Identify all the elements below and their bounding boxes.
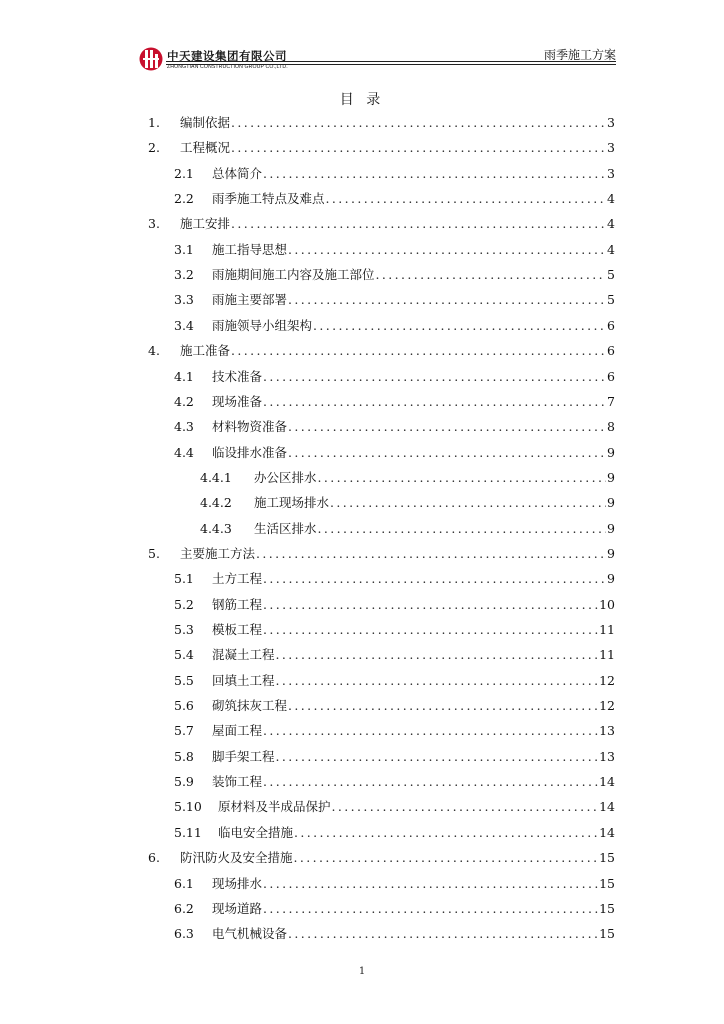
toc-entry-number: 5.4 — [174, 647, 194, 663]
toc-dot-leader — [288, 922, 598, 946]
toc-entry-label: 施工准备 — [180, 343, 231, 359]
toc-entry-label: 钢筋工程 — [212, 596, 263, 612]
toc-entry-label: 屋面工程 — [212, 723, 263, 739]
toc-entry-page: 6 — [607, 343, 615, 359]
toc-entry — [174, 872, 615, 896]
toc-entry — [174, 567, 615, 591]
toc-entry — [174, 238, 615, 262]
toc-entry-number: 4.4.1 — [200, 469, 232, 485]
toc-entry-label: 施工现场排水 — [254, 495, 330, 511]
toc-entry-label: 电气机械设备 — [212, 926, 288, 942]
toc-dot-leader — [276, 643, 599, 667]
toc-entry-number: 4.3 — [174, 419, 194, 435]
toc-entry-number: 3.3 — [174, 292, 194, 308]
toc-entry-page: 11 — [599, 647, 615, 663]
toc-entry-number: 5.5 — [174, 672, 194, 688]
toc-dot-leader — [318, 517, 607, 541]
toc-entry-label: 生活区排水 — [254, 520, 317, 536]
toc-entry-number: 4.1 — [174, 368, 194, 384]
page-number: 1 — [358, 966, 366, 977]
toc-dot-leader — [326, 187, 607, 211]
toc-entry-page: 9 — [607, 545, 615, 561]
toc-entry-page: 7 — [607, 393, 615, 409]
toc-entry-label: 施工安排 — [180, 216, 231, 232]
toc-entry — [174, 618, 615, 642]
toc-entry-page: 4 — [607, 216, 615, 232]
toc-entry-page: 15 — [599, 850, 615, 866]
toc-entry-number: 3.2 — [174, 267, 194, 283]
toc-entry — [174, 162, 615, 186]
header-rule-top — [166, 61, 616, 62]
toc-entry-number: 5. — [148, 545, 160, 561]
toc-entry-number: 4. — [148, 343, 160, 359]
toc-entry-page: 3 — [607, 140, 615, 156]
toc-dot-leader — [288, 694, 598, 718]
toc-entry-number: 2.2 — [174, 191, 194, 207]
toc-entry-label: 工程概况 — [180, 140, 231, 156]
toc-entry — [174, 669, 615, 693]
toc-entry-page: 12 — [599, 672, 615, 688]
toc-entry — [174, 288, 615, 312]
toc-entry-page: 9 — [607, 495, 615, 511]
toc-entry-page: 12 — [599, 698, 615, 714]
toc-entry-page: 14 — [599, 774, 615, 790]
toc-entry-page: 11 — [599, 622, 615, 637]
toc-entry-page: 6 — [607, 317, 615, 333]
toc-entry-page: 9 — [607, 444, 615, 460]
toc-dot-leader — [231, 136, 606, 160]
toc-entry-label: 原材料及半成品保护 — [218, 799, 331, 815]
toc-entry-page: 3 — [607, 115, 615, 130]
toc-entry-page: 6 — [607, 368, 615, 384]
toc-entry-page: 15 — [599, 875, 615, 891]
toc-dot-leader — [263, 872, 598, 896]
toc-entry-label: 现场排水 — [212, 875, 263, 891]
toc-entry — [200, 517, 615, 541]
toc-dot-leader — [313, 314, 606, 338]
toc-entry — [174, 365, 615, 389]
toc-entry — [174, 694, 615, 718]
toc-entry-page: 8 — [607, 419, 615, 435]
toc-entry-page: 15 — [599, 926, 615, 942]
toc-entry — [174, 643, 615, 667]
toc-entry-number: 6.1 — [174, 875, 194, 891]
toc-entry-number: 2.1 — [174, 165, 194, 181]
toc-dot-leader — [263, 770, 598, 794]
toc-entry — [148, 339, 615, 363]
toc-entry — [200, 466, 615, 490]
toc-entry-number: 6. — [148, 850, 160, 866]
toc-entry-label: 砌筑抹灰工程 — [212, 698, 288, 714]
toc-dot-leader — [263, 618, 598, 642]
toc-dot-leader — [276, 745, 599, 769]
toc-entry — [174, 897, 615, 921]
toc-entry-label: 土方工程 — [212, 571, 263, 587]
toc-entry — [174, 593, 615, 617]
toc-entry-number: 1. — [148, 115, 160, 130]
toc-dot-leader — [263, 390, 606, 414]
toc-dot-leader — [263, 365, 606, 389]
toc-entry-label: 脚手架工程 — [212, 748, 275, 764]
header-rule-bottom — [166, 64, 616, 65]
toc-entry-number: 4.4.3 — [200, 520, 232, 536]
toc-entry-page: 9 — [607, 469, 615, 485]
toc-entry-page: 14 — [599, 824, 615, 840]
toc-dot-leader — [288, 441, 606, 465]
toc-dot-leader — [330, 491, 606, 515]
toc-entry — [148, 212, 615, 236]
company-name-en: ZHONGTIAN CONSTRUCTION GROUP CO.,LTD. — [167, 64, 288, 70]
toc-entry-number: 6.3 — [174, 926, 194, 942]
toc-entry-number: 5.8 — [174, 748, 194, 764]
toc-entry-number: 2. — [148, 140, 160, 156]
toc-entry-label: 混凝土工程 — [212, 647, 275, 663]
toc-dot-leader — [263, 162, 606, 186]
toc-dot-leader — [263, 567, 606, 591]
toc-entry-number: 4.4 — [174, 444, 194, 460]
toc-dot-leader — [288, 415, 606, 439]
toc-entry-page: 5 — [607, 267, 615, 283]
toc-entry-label: 总体简介 — [212, 165, 263, 181]
toc-entry-label: 雨季施工特点及难点 — [212, 191, 325, 207]
toc-entry-number: 5.9 — [174, 774, 194, 790]
toc-entry-page: 9 — [607, 520, 615, 536]
toc-dot-leader — [231, 111, 606, 135]
toc-dot-leader — [263, 897, 598, 921]
toc-entry-label: 临电安全措施 — [218, 824, 294, 840]
toc-dot-leader — [318, 466, 607, 490]
toc-entry-label: 模板工程 — [212, 622, 263, 637]
toc-entry — [200, 491, 615, 515]
toc-entry-number: 5.3 — [174, 622, 194, 637]
toc-entry-number: 5.2 — [174, 596, 194, 612]
toc-entry — [174, 795, 615, 819]
toc-dot-leader — [288, 238, 606, 262]
toc-entry — [174, 314, 615, 338]
toc-dot-leader — [256, 542, 606, 566]
toc-entry — [148, 111, 615, 135]
toc-dot-leader — [276, 669, 599, 693]
toc-entry — [174, 922, 615, 946]
toc-entry-label: 现场准备 — [212, 393, 263, 409]
toc-entry-number: 3.4 — [174, 317, 194, 333]
toc-entry-label: 编制依据 — [180, 115, 231, 130]
company-logo-icon — [138, 46, 164, 72]
toc-entry — [174, 770, 615, 794]
toc-entry-label: 防汛防火及安全措施 — [180, 850, 293, 866]
toc-entry — [174, 441, 615, 465]
toc-entry-number: 5.6 — [174, 698, 194, 714]
toc-entry-number: 5.7 — [174, 723, 194, 739]
toc-entry-page: 4 — [607, 241, 615, 257]
toc-entry — [174, 263, 615, 287]
toc-entry-page: 10 — [599, 596, 615, 612]
toc-entry-page: 5 — [607, 292, 615, 308]
toc-entry-page: 13 — [599, 723, 615, 739]
toc-entry — [174, 390, 615, 414]
company-name-cn: 中天建设集团有限公司 — [167, 49, 287, 63]
toc-dot-leader — [263, 719, 598, 743]
toc-entry-number: 5.11 — [174, 824, 202, 840]
toc-entry — [148, 542, 615, 566]
toc-dot-leader — [288, 288, 606, 312]
toc-entry-number: 6.2 — [174, 900, 194, 916]
toc-dot-leader — [294, 821, 598, 845]
toc-entry-label: 现场道路 — [212, 900, 263, 916]
toc-entry — [174, 415, 615, 439]
toc-entry-number: 4.4.2 — [200, 495, 232, 511]
toc-dot-leader — [376, 263, 607, 287]
toc-entry-number: 5.1 — [174, 571, 194, 587]
toc-entry-page: 14 — [599, 799, 615, 815]
toc-entry — [174, 745, 615, 769]
toc-entry-label: 施工指导思想 — [212, 241, 288, 257]
toc-dot-leader — [294, 846, 599, 870]
toc-entry-page: 9 — [607, 571, 615, 587]
toc-dot-leader — [263, 593, 598, 617]
toc-entry-number: 3. — [148, 216, 160, 232]
toc-entry — [174, 719, 615, 743]
toc-dot-leader — [231, 212, 606, 236]
toc-entry-number: 4.2 — [174, 393, 194, 409]
toc-entry-label: 技术准备 — [212, 368, 263, 384]
toc-entry — [148, 846, 615, 870]
toc-dot-leader — [332, 795, 599, 819]
toc-entry-page: 15 — [599, 900, 615, 916]
toc-entry-label: 雨施主要部署 — [212, 292, 288, 308]
toc-entry-page: 13 — [599, 748, 615, 764]
toc-entry-page: 3 — [607, 165, 615, 181]
toc-heading: 目 录 — [339, 92, 385, 108]
toc-entry-label: 办公区排水 — [254, 469, 317, 485]
toc-entry-label: 装饰工程 — [212, 774, 263, 790]
toc-entry-label: 临设排水准备 — [212, 444, 288, 460]
toc-dot-leader — [231, 339, 606, 363]
toc-entry-number: 3.1 — [174, 241, 194, 257]
toc-entry-label: 回填土工程 — [212, 672, 275, 688]
toc-entry-number: 5.10 — [174, 799, 202, 815]
toc-entry-page: 4 — [607, 191, 615, 207]
toc-entry — [174, 821, 615, 845]
toc-entry — [174, 187, 615, 211]
page-header — [138, 44, 616, 76]
toc-entry-label: 雨施领导小组架构 — [212, 317, 313, 333]
toc-entry-label: 雨施期间施工内容及施工部位 — [212, 267, 375, 283]
toc-entry — [148, 136, 615, 160]
toc-entry-label: 主要施工方法 — [180, 545, 256, 561]
toc-entry-label: 材料物资准备 — [212, 419, 288, 435]
document-title: 雨季施工方案 — [543, 48, 616, 62]
